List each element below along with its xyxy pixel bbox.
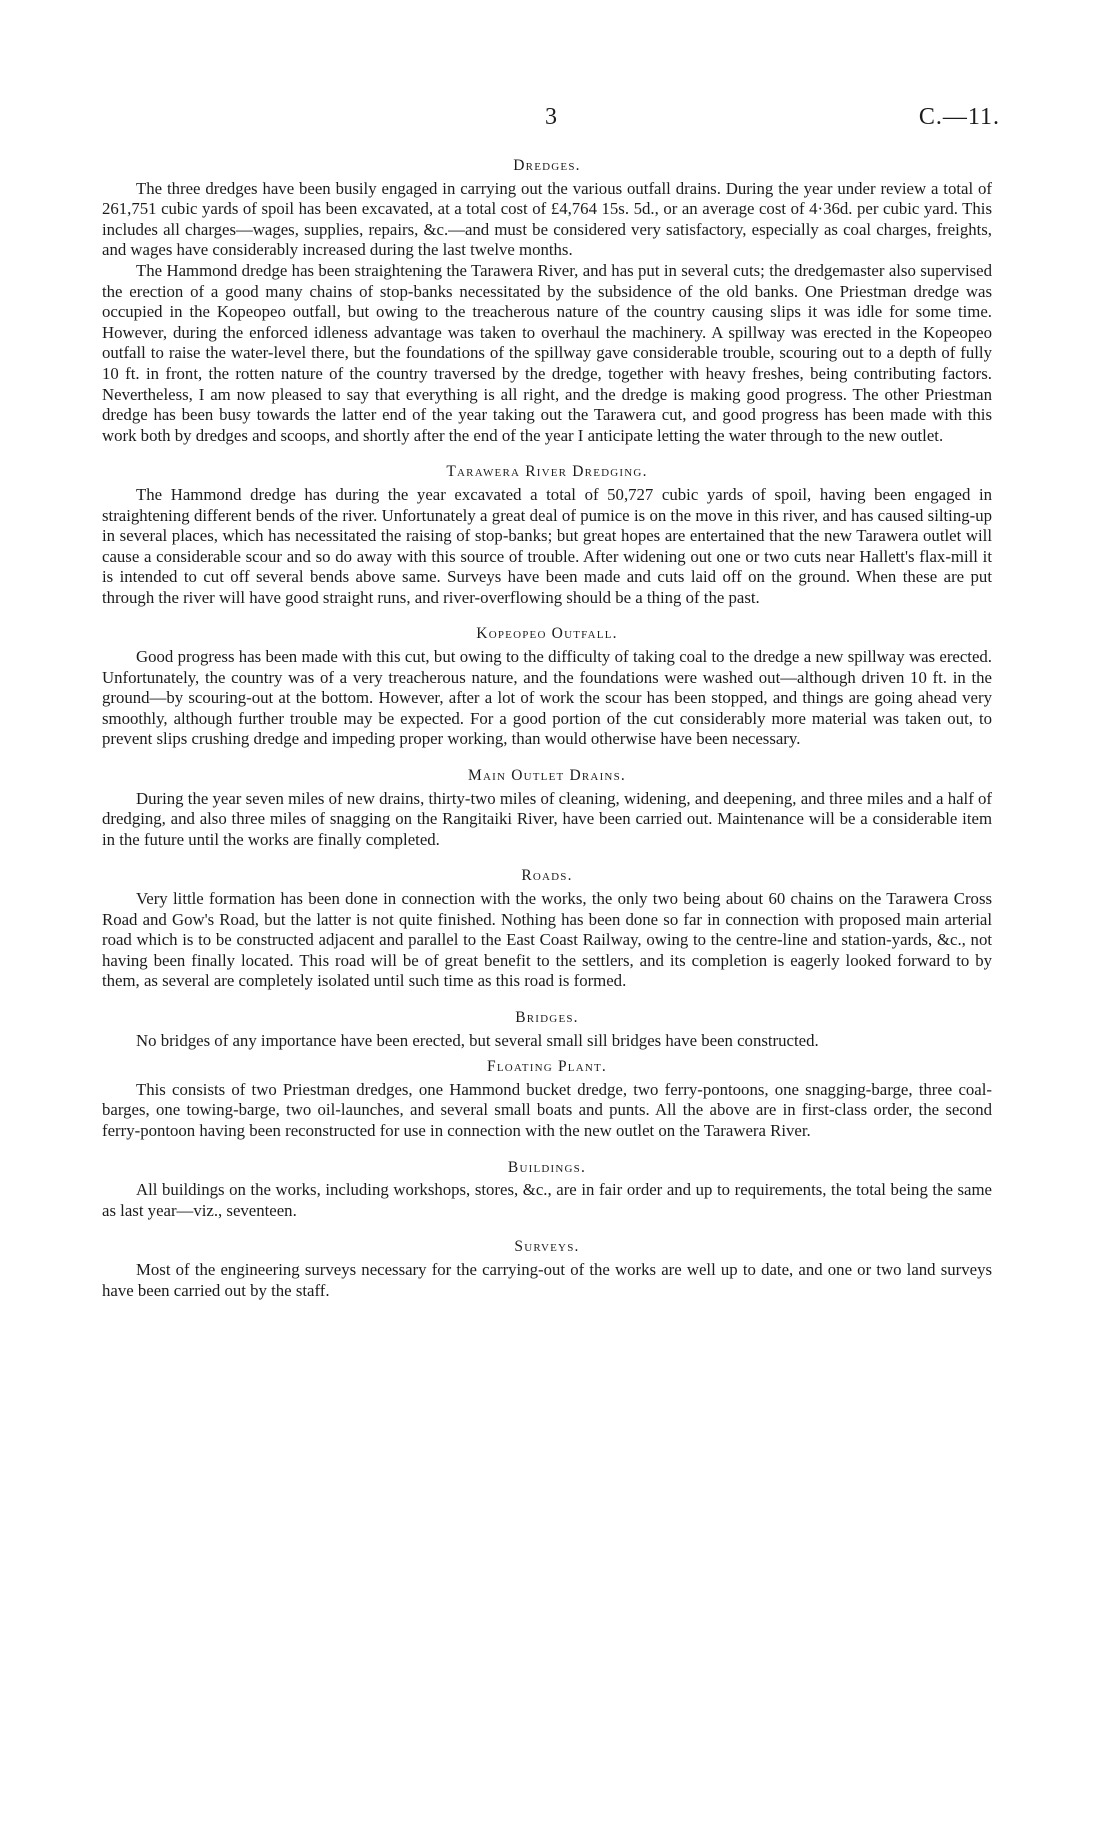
paragraph: No bridges of any importance have been erected, but several small sill bridges have been constructed.: [136, 1030, 819, 1050]
document-body: [102, 156, 992, 1317]
document-reference: C.—11.: [918, 104, 1000, 130]
section-heading: Floating Plant.: [487, 1058, 607, 1076]
paragraph: Very little formation has been done in connection with the works, the only two being about 60 chains on the Tarawera Cross Road and Gow's Road, but the latter is not quite finished. Nothing has been done so far in connection with proposed main arterial road which is to be constructed adjacent and parallel to the East Coast Railway, owing to the centre-line and station-yards, &c., not having been finally located. This road will be of great benefit to the settlers, and its completion is eagerly looked forward to by them, as several are completely isolated until such time as this road is formed.: [102, 889, 992, 991]
section-heading: Bridges.: [515, 1008, 579, 1026]
section-buildings: [102, 1158, 992, 1222]
section-surveys: [102, 1237, 992, 1301]
paragraph: Most of the engineering surveys necessary for the carrying-out of the works are well up to date, and one or two land surveys have been carried out by the staff.: [102, 1259, 992, 1300]
section-dredges: [102, 156, 992, 446]
section-floating-plant: [102, 1057, 992, 1141]
paragraph: The Hammond dredge has during the year excavated a total of 50,727 cubic yards of spoil, having been engaged in straightening different bends of the river. Unfortunately a great deal of pumice is on the move in this river, and has caused silting-up in several places, which has necessitated the raising of stop-banks; but great hopes are entertained that the new Tarawera outlet will cause a considerable scour and so do away with this source of trouble. After widening out one or two cuts near Hallett's flax-mill it is intended to cut off several bends above same. Surveys have been made and cuts laid off on the ground. When these are put through the river will have good straight runs, and river-overflowing should be a thing of the past.: [102, 484, 992, 607]
section-heading: Tarawera River Dredging.: [446, 463, 648, 481]
section-heading: Dredges.: [513, 157, 581, 174]
section-tarawera-river-dredging: [102, 462, 992, 608]
paragraph: This consists of two Priestman dredges, one Hammond bucket dredge, two ferry-pontoons, one snagging-barge, three coal-barges, one towing-barge, two oil-launches, and several small boats and punts. All the above are in first-class order, the second ferry-pontoon having been reconstructed for use in connection with the new outlet on the Tarawera River.: [102, 1079, 992, 1140]
paragraph: All buildings on the works, including workshops, stores, &c., are in fair order and up to requirements, the total being the same as last year—viz., seventeen.: [102, 1180, 992, 1220]
section-roads: [102, 866, 992, 992]
section-heading: Surveys.: [514, 1238, 580, 1256]
section-heading: Kopeopeo Outfall.: [476, 625, 618, 643]
section-heading: Roads.: [521, 867, 573, 885]
paragraph: The three dredges have been busily engaged in carrying out the various outfall drains. During the year under review a total of 261,751 cubic yards of spoil has been excavated, at a total cost of £4,764 15s. 5d., or an average cost of 4·36d. per cubic yard. This includes all charges—wages, supplies, repairs, &c.—and must be considered very satisfactory, especially as coal charges, freights, and wages have considerably increased during the last twelve months.: [102, 178, 992, 260]
paragraph: During the year seven miles of new drains, thirty-two miles of cleaning, widening, and deepening, and three miles and a half of dredging, and also three miles of snagging on the Rangitaiki River, have been carried out. Maintenance will be a considerable item in the future until the works are finally completed.: [102, 788, 992, 849]
section-kopeopeo-outfall: [102, 624, 992, 750]
section-main-outlet-drains: [102, 766, 992, 850]
section-heading: Main Outlet Drains.: [468, 767, 626, 785]
page-header: [100, 104, 1000, 134]
page-number: 3: [545, 104, 557, 130]
section-bridges: [102, 1008, 992, 1051]
paragraph: Good progress has been made with this cut, but owing to the difficulty of taking coal to the dredge a new spillway was erected. Unfortunately, the country was of a very treacherous nature, and the foundations were washed out—although driven 10 ft. in the ground—by scouring-out at the bottom. However, after a lot of work the scour has been stopped, and things are going ahead very smoothly, although further trouble may be expected. For a good portion of the cut considerably more material was taken out, to prevent slips crushing dredge and impeding proper working, than would otherwise have been necessary.: [102, 647, 992, 749]
paragraph: The Hammond dredge has been straightening the Tarawera River, and has put in several cuts; the dredgemaster also supervised the erection of a good many chains of stop-banks necessitated by the subsidence of the old banks. One Priestman dredge was occupied in the Kopeopeo outfall, but owing to the treacherous nature of the country causing slips it was idle for some time. However, during the enforced idleness advantage was taken to overhaul the machinery. A spillway was erected in the Kopeopeo outfall to raise the water-level there, but the foundations of the spillway gave considerable trouble, scouring out to a depth of fully 10 ft. in front, the rotten nature of the country traversed by the dredge, together with heavy freshes, being contributing factors. Nevertheless, I am now pleased to say that everything is all right, and the dredge is making good progress. The other Priestman dredge has been busy towards the latter end of the year taking out the Tarawera cut, and good progress has been made with this work both by dredges and scoops, and shortly after the end of the year I anticipate letting the water through to the new outlet.: [102, 260, 992, 445]
section-heading: Buildings.: [507, 1158, 587, 1176]
